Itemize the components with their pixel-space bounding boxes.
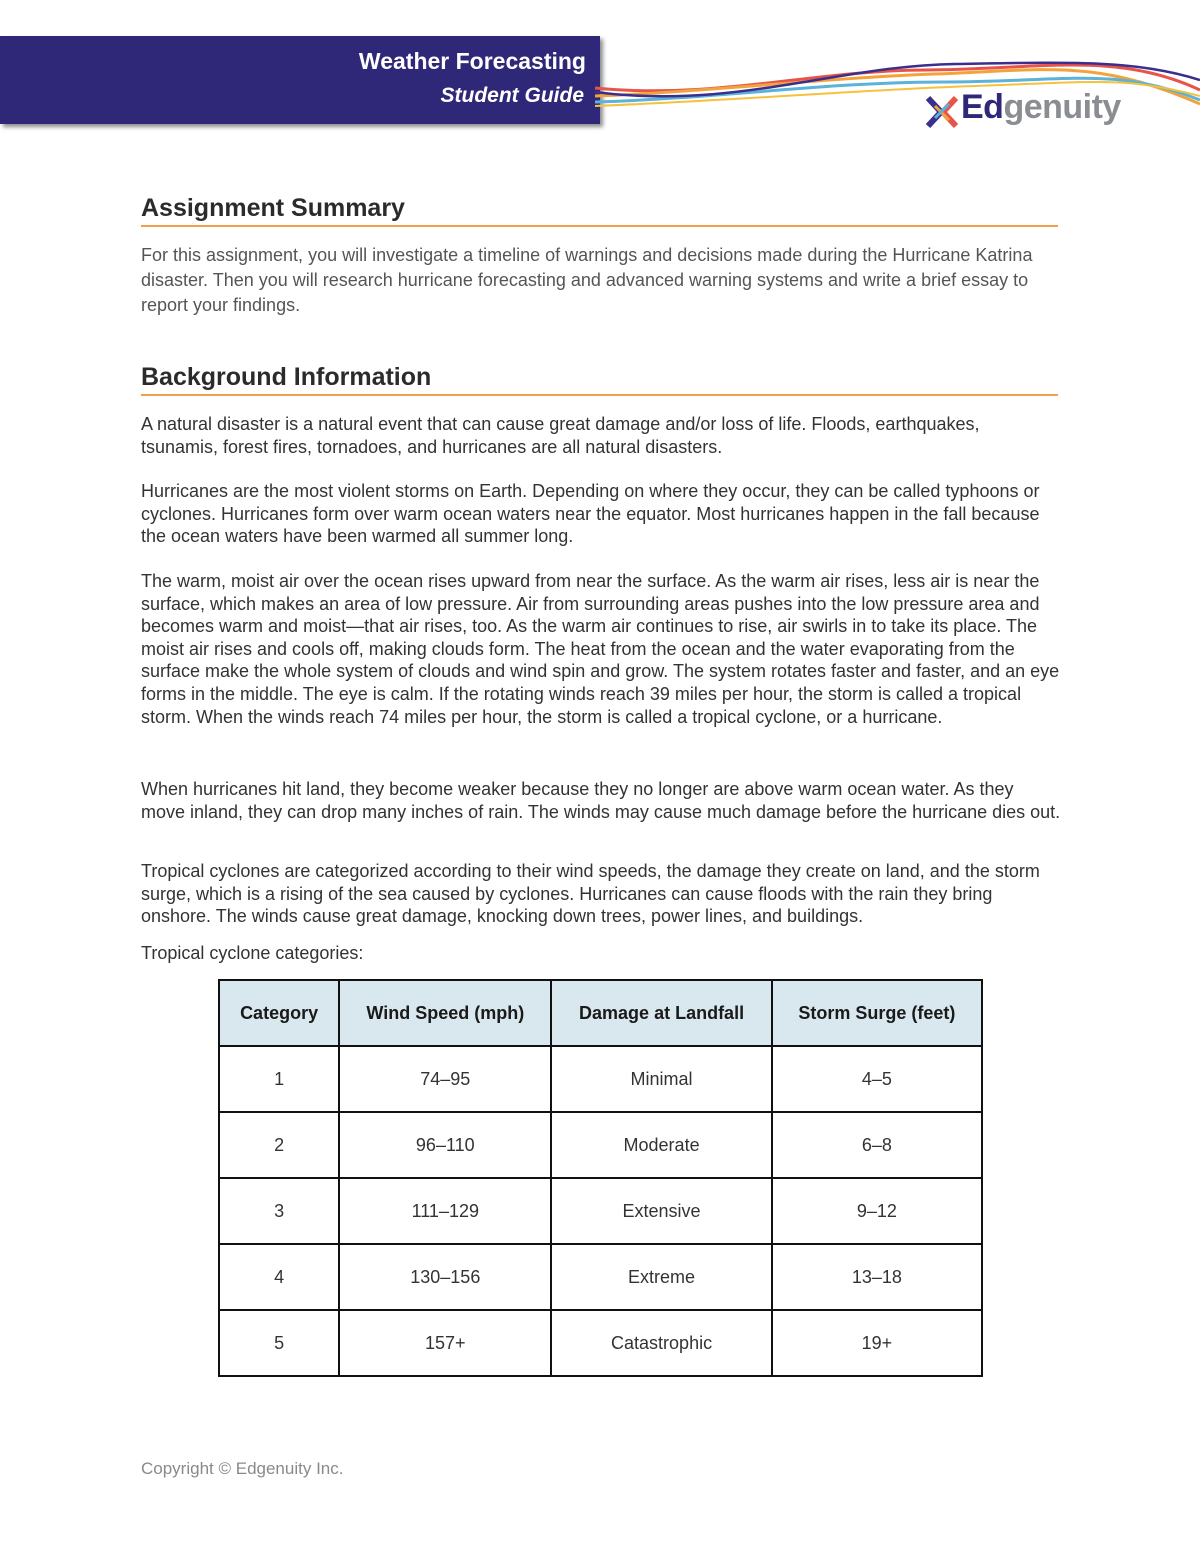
- table-cell: 6–8: [772, 1112, 982, 1178]
- column-header: Storm Surge (feet): [772, 980, 982, 1046]
- table-header-row: [219, 980, 982, 1046]
- background-heading: Background Information: [141, 363, 1058, 396]
- header-banner: [0, 36, 600, 124]
- column-header: Category: [219, 980, 339, 1046]
- logo-wordmark: [961, 88, 1121, 127]
- column-header: Wind Speed (mph): [339, 980, 551, 1046]
- table-cell: Minimal: [551, 1046, 771, 1112]
- cyclone-categories-table: [218, 979, 983, 1377]
- table-cell: 130–156: [339, 1244, 551, 1310]
- column-header: Damage at Landfall: [551, 980, 771, 1046]
- table-cell: 157+: [339, 1310, 551, 1376]
- table-cell: 9–12: [772, 1178, 982, 1244]
- table-cell: 96–110: [339, 1112, 551, 1178]
- logo-text-genuity: genuity: [1003, 88, 1121, 126]
- table-cell: 3: [219, 1178, 339, 1244]
- background-paragraph: Hurricanes are the most violent storms on Earth. Depending on where they occur, they can be called typhoons or cyclones. Hurricanes form over warm ocean waters near the equator. Most hurricanes happen in the fall because the ocean waters have been warmed all summer long.: [141, 481, 1040, 547]
- background-paragraph: Tropical cyclones are categorized according to their wind speeds, the damage they create on land, and the storm surge, which is a rising of the sea caused by cyclones. Hurricanes can cause floods with the rain they bring onshore. The winds cause great damage, knocking down trees, power lines, and buildings.: [141, 861, 1040, 927]
- table-row: [219, 1046, 982, 1112]
- table-caption: Tropical cyclone categories:: [141, 943, 364, 963]
- table-cell: 74–95: [339, 1046, 551, 1112]
- assignment-summary-text: For this assignment, you will investigate a timeline of warnings and decisions made during the Hurricane Katrina disaster. Then you will research hurricane forecasting and advanced warning systems and write a brief essay to report your findings.: [141, 245, 1033, 315]
- background-paragraph: The warm, moist air over the ocean rises upward from near the surface. As the warm air rises, less air is near the surface, which makes an area of low pressure. Air from surrounding areas pushes into the low pressure area and becomes warm and moist—that air rises, too. As the warm air continues to rise, air swirls in to take its place. The moist air rises and cools off, making clouds form. The heat from the ocean and the water evaporating from the surface make the whole system of clouds and wind spin and grow. The system rotates faster and faster, and an eye forms in the middle. The eye is calm. If the rotating winds reach 39 miles per hour, the storm is called a tropical storm. When the winds reach 74 miles per hour, the storm is called a tropical cyclone, or a hurricane.: [141, 571, 1060, 727]
- table-cell: Moderate: [551, 1112, 771, 1178]
- table-cell: 13–18: [772, 1244, 982, 1310]
- table-cell: 111–129: [339, 1178, 551, 1244]
- table-cell: 19+: [772, 1310, 982, 1376]
- table-cell: Extensive: [551, 1178, 771, 1244]
- table-row: [219, 1178, 982, 1244]
- table-cell: 4–5: [772, 1046, 982, 1112]
- table-cell: 4: [219, 1244, 339, 1310]
- edgenuity-logo: [925, 88, 1121, 138]
- copyright-footer: Copyright © Edgenuity Inc.: [141, 1459, 344, 1478]
- table-cell: 5: [219, 1310, 339, 1376]
- background-paragraph: When hurricanes hit land, they become weaker because they no longer are above warm ocean water. As they move inland, they can drop many inches of rain. The winds may cause much damage before the hurricane dies out.: [141, 779, 1061, 822]
- assignment-summary-heading: Assignment Summary: [141, 194, 1058, 227]
- table-row: [219, 1244, 982, 1310]
- course-title: Weather Forecasting: [358, 48, 586, 74]
- table-cell: Extreme: [551, 1244, 771, 1310]
- guide-label: Student Guide: [440, 84, 584, 107]
- table-cell: 1: [219, 1046, 339, 1112]
- table-row: [219, 1310, 982, 1376]
- table-row: [219, 1112, 982, 1178]
- background-paragraph: A natural disaster is a natural event that can cause great damage and/or loss of life. Floods, earthquakes, tsunamis, forest fires, tornadoes, and hurricanes are all natural disasters.: [141, 414, 980, 457]
- logo-text-ed: Ed: [961, 88, 1004, 126]
- table-cell: Catastrophic: [551, 1310, 771, 1376]
- x-mark-icon: [925, 94, 959, 130]
- table-cell: 2: [219, 1112, 339, 1178]
